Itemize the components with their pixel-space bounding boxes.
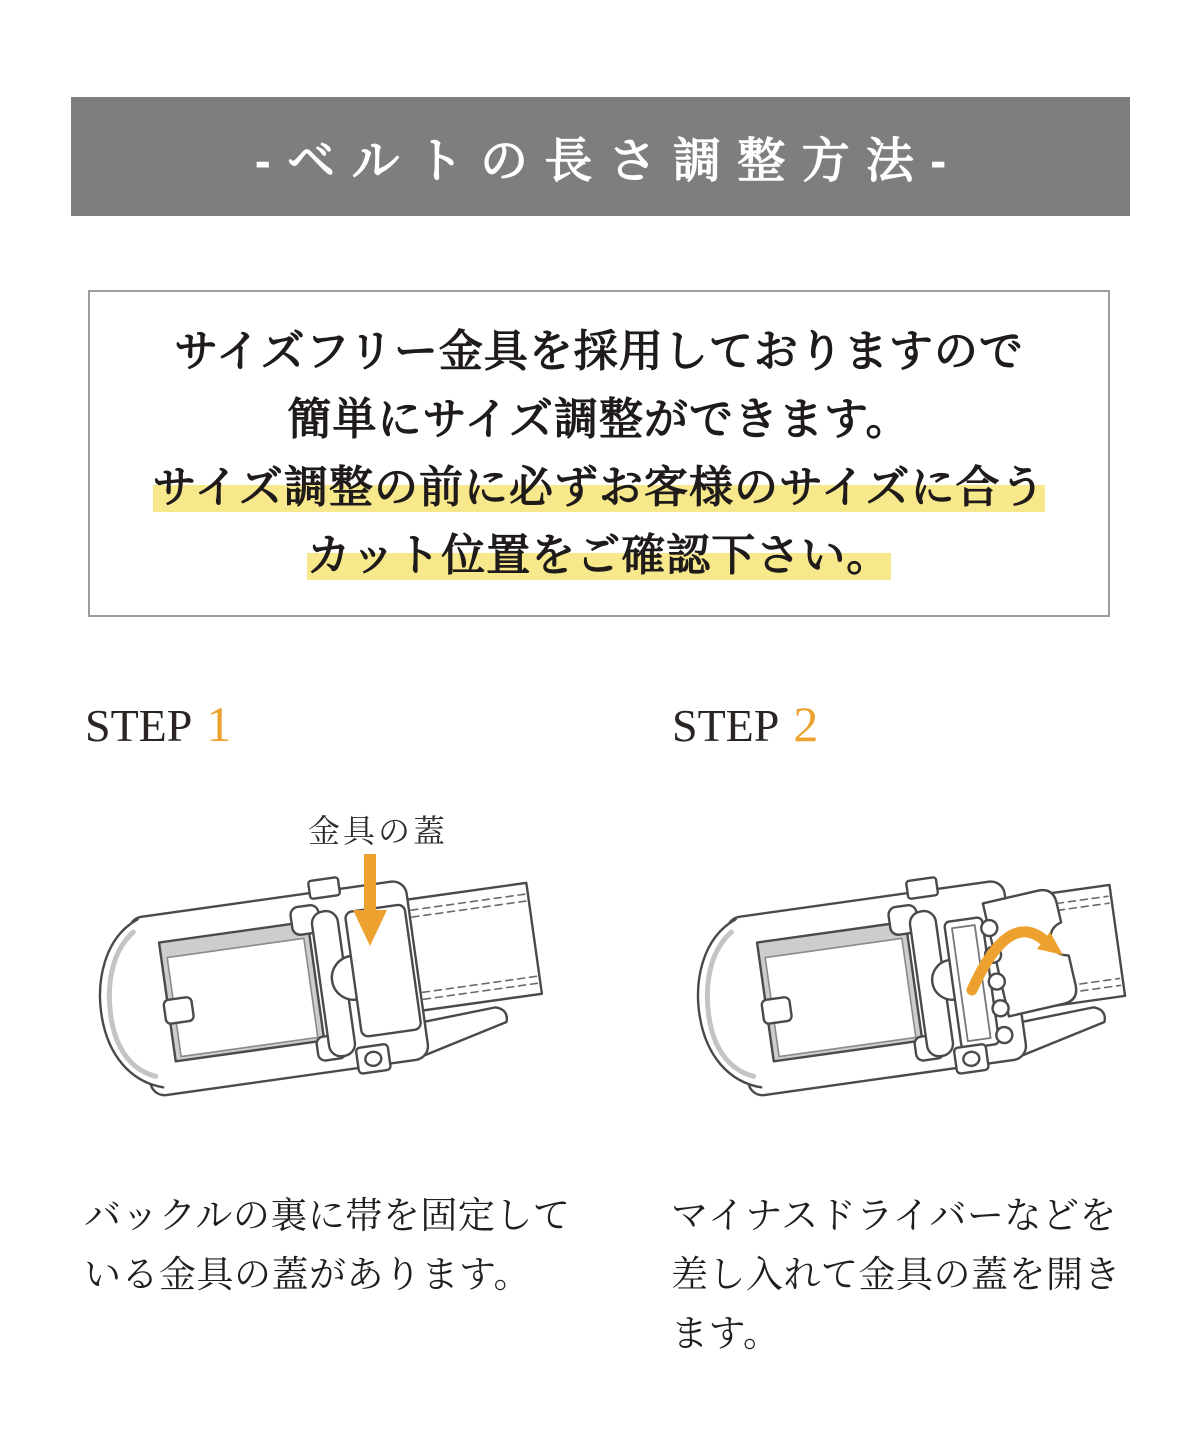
buckle-cover-label: 金具の蓋 — [307, 813, 449, 849]
caption-line: いる金具の蓋があります。 — [84, 1254, 532, 1295]
notice-line-highlighted: カット位置をご確認下さい。 — [306, 531, 892, 580]
step1-number: 1 — [206, 696, 232, 752]
top-tab — [906, 877, 938, 899]
caption-line: マイナスドライバーなどを — [671, 1195, 1117, 1236]
top-tab — [308, 877, 340, 899]
notice-line: サイズフリー金具を採用しておりますので — [174, 327, 1024, 376]
caption-line: バックルの裏に帯を固定して — [84, 1195, 571, 1236]
window-tab — [761, 997, 792, 1025]
page-title: -ベルトの長さ調整方法- — [254, 135, 963, 188]
buckle-open-drawing — [676, 798, 1196, 1158]
notice-box — [88, 290, 1110, 617]
step1-illustration — [78, 798, 598, 1158]
step1-caption — [84, 1186, 570, 1304]
bottom-clasp-hole — [962, 1051, 980, 1067]
buckle-closed-drawing — [78, 798, 598, 1158]
window-tab — [163, 997, 194, 1025]
step2-heading — [672, 696, 819, 752]
step1-label: STEP — [85, 700, 193, 751]
step2-illustration — [676, 798, 1196, 1158]
header-banner — [71, 97, 1130, 216]
step2-number: 2 — [793, 696, 819, 752]
notice-line: 簡単にサイズ調整ができます。 — [287, 395, 911, 444]
caption-line: 差し入れて金具の蓋を開き — [671, 1254, 1121, 1295]
step1-heading — [85, 696, 232, 752]
step2-label: STEP — [672, 700, 780, 751]
notice-line-highlighted: サイズ調整の前に必ずお客様のサイズに合う — [152, 463, 1046, 512]
step2-caption — [671, 1186, 1121, 1363]
caption-line: ます。 — [671, 1313, 781, 1354]
bottom-clasp-hole — [364, 1051, 382, 1067]
